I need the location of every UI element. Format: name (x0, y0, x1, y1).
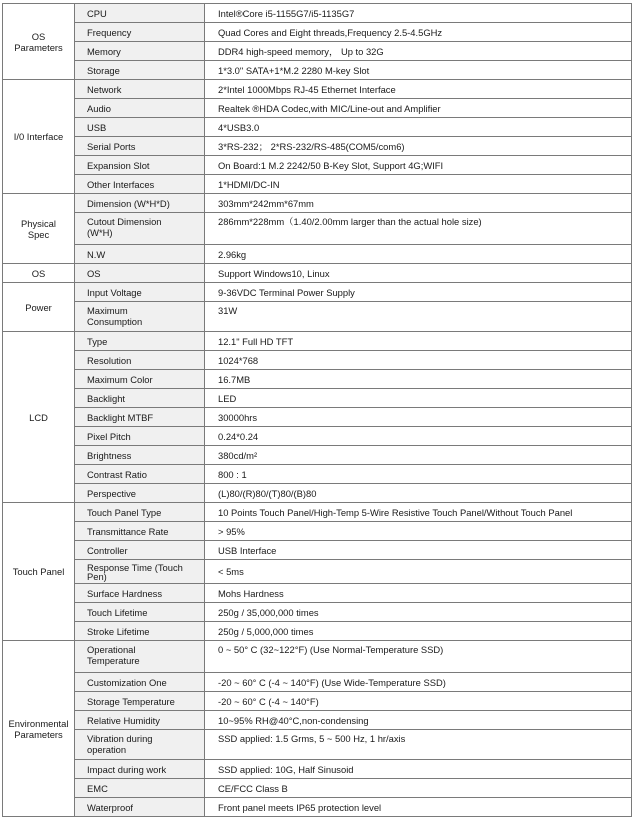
row-label: Dimension (W*H*D) (75, 194, 205, 213)
row-value: 800 : 1 (205, 465, 632, 484)
row-label: Impact during work (75, 760, 205, 779)
row-value: 3*RS-232； 2*RS-232/RS-485(COM5/com6) (205, 137, 632, 156)
row-value: SSD applied: 1.5 Grms, 5 ~ 500 Hz, 1 hr/axis (205, 730, 632, 760)
group-label: Power (25, 301, 52, 313)
row-label: Storage Temperature (75, 692, 205, 711)
row-value: 31W (205, 302, 632, 332)
spec-row-transmittance-rate (3, 522, 632, 541)
spec-row-controller (3, 541, 632, 560)
row-value: 0 ~ 50° C (32~122°F) (Use Normal-Temperature SSD) (205, 641, 632, 673)
row-label: Contrast Ratio (75, 465, 205, 484)
row-value: Intel®Core i5-1155G7/i5-1135G7 (205, 4, 632, 23)
group-physical-spec (3, 194, 75, 264)
spec-row-emc (3, 779, 632, 798)
spec-row-storage (3, 61, 632, 80)
row-value: 303mm*242mm*67mm (205, 194, 632, 213)
row-label: Customization One (75, 673, 205, 692)
spec-row-backlight-mtbf (3, 408, 632, 427)
row-label: Cutout Dimension (W*H) (75, 213, 205, 245)
spec-row-operational-temperature (3, 641, 632, 673)
group-label: LCD (29, 411, 48, 423)
row-label: Operational Temperature (75, 641, 205, 673)
row-label: Response Time (Touch Pen) (75, 560, 205, 584)
row-label: Waterproof (75, 798, 205, 817)
row-label: Input Voltage (75, 283, 205, 302)
row-label: Stroke Lifetime (75, 622, 205, 641)
spec-row-touch-panel-type (3, 503, 632, 522)
spec-row-vibration (3, 730, 632, 760)
row-value: Support Windows10, Linux (205, 264, 632, 283)
group-label: Touch Panel (12, 566, 65, 577)
row-label: Type (75, 332, 205, 351)
row-value: < 5ms (205, 560, 632, 584)
spec-row-memory (3, 42, 632, 61)
row-label: Memory (75, 42, 205, 61)
row-value: 1024*768 (205, 351, 632, 370)
row-label: Storage (75, 61, 205, 80)
row-label: EMC (75, 779, 205, 798)
row-label: Brightness (75, 446, 205, 465)
spec-row-usb (3, 118, 632, 137)
row-label: Touch Panel Type (75, 503, 205, 522)
spec-row-type (3, 332, 632, 351)
row-value: 250g / 5,000,000 times (205, 622, 632, 641)
spec-row-expansion-slot (3, 156, 632, 175)
row-value: On Board:1 M.2 2242/50 B-Key Slot, Support 4G;WIFI (205, 156, 632, 175)
spec-row-backlight (3, 389, 632, 408)
row-value: 1*HDMI/DC-IN (205, 175, 632, 194)
spec-row-pixel-pitch (3, 427, 632, 446)
spec-row-contrast-ratio (3, 465, 632, 484)
row-label: Backlight MTBF (75, 408, 205, 427)
spec-row-resolution (3, 351, 632, 370)
row-value: 0.24*0.24 (205, 427, 632, 446)
row-value: 10~95% RH@40°C,non-condensing (205, 711, 632, 730)
spec-row-surface-hardness (3, 584, 632, 603)
group-power (3, 283, 75, 332)
spec-row-input-voltage (3, 283, 632, 302)
row-value: 12.1" Full HD TFT (205, 332, 632, 351)
group-touch-panel (3, 503, 75, 641)
group-lcd (3, 332, 75, 503)
spec-row-os (3, 264, 632, 283)
row-value: Realtek ®HDA Codec,with MIC/Line-out and Amplifier (205, 99, 632, 118)
row-label: Serial Ports (75, 137, 205, 156)
row-label: Vibration during operation (75, 730, 205, 760)
row-value: LED (205, 389, 632, 408)
row-value: 10 Points Touch Panel/High-Temp 5-Wire Resistive Touch Panel/Without Touch Panel (205, 503, 632, 522)
row-label: Perspective (75, 484, 205, 503)
spec-row-cutout-dimension (3, 213, 632, 245)
group-label: Physical Spec (21, 217, 56, 240)
row-value: -20 ~ 60° C (-4 ~ 140°F) (Use Wide-Temperature SSD) (205, 673, 632, 692)
row-label: Backlight (75, 389, 205, 408)
spec-row-storage-temperature (3, 692, 632, 711)
row-value: > 95% (205, 522, 632, 541)
spec-row-serial-ports (3, 137, 632, 156)
row-label: Network (75, 80, 205, 99)
spec-row-frequency (3, 23, 632, 42)
row-value: 380cd/m² (205, 446, 632, 465)
row-value: 250g / 35,000,000 times (205, 603, 632, 622)
row-label: Resolution (75, 351, 205, 370)
row-label: OS (75, 264, 205, 283)
spec-row-touch-lifetime (3, 603, 632, 622)
row-label: Touch Lifetime (75, 603, 205, 622)
spec-row-customization-one (3, 673, 632, 692)
row-value: SSD applied: 10G, Half Sinusoid (205, 760, 632, 779)
row-label: Maximum Color (75, 370, 205, 389)
spec-row-impact (3, 760, 632, 779)
spec-row-audio (3, 99, 632, 118)
row-label: N.W (75, 245, 205, 264)
row-label: Maximum Consumption (75, 302, 205, 332)
row-label: Expansion Slot (75, 156, 205, 175)
row-value: Mohs Hardness (205, 584, 632, 603)
row-value: 2.96kg (205, 245, 632, 264)
row-label: Surface Hardness (75, 584, 205, 603)
row-value: Front panel meets IP65 protection level (205, 798, 632, 817)
row-label: Other Interfaces (75, 175, 205, 194)
spec-row-nw (3, 245, 632, 264)
spec-row-relative-humidity (3, 711, 632, 730)
spec-row-waterproof (3, 798, 632, 817)
spec-row-cpu (3, 4, 632, 23)
row-value: -20 ~ 60° C (-4 ~ 140°F) (205, 692, 632, 711)
row-value: 30000hrs (205, 408, 632, 427)
row-label: Audio (75, 99, 205, 118)
row-label: Frequency (75, 23, 205, 42)
spec-row-max-color (3, 370, 632, 389)
row-value: 2*Intel 1000Mbps RJ-45 Ethernet Interface (205, 80, 632, 99)
group-os (3, 264, 75, 283)
row-value: 4*USB3.0 (205, 118, 632, 137)
row-label: Pixel Pitch (75, 427, 205, 446)
group-label: I/0 Interface (13, 131, 64, 142)
spec-row-response-time (3, 560, 632, 584)
spec-row-network (3, 80, 632, 99)
row-value: 16.7MB (205, 370, 632, 389)
row-value: DDR4 high-speed memory， Up to 32G (205, 42, 632, 61)
group-label: Environmental Parameters (8, 717, 69, 740)
row-value: CE/FCC Class B (205, 779, 632, 798)
row-value: (L)80/(R)80/(T)80/(B)80 (205, 484, 632, 503)
row-label: Controller (75, 541, 205, 560)
row-value: 1*3.0" SATA+1*M.2 2280 M-key Slot (205, 61, 632, 80)
row-label: CPU (75, 4, 205, 23)
spec-row-other-interfaces (3, 175, 632, 194)
spec-row-brightness (3, 446, 632, 465)
row-value: Quad Cores and Eight threads,Frequency 2.5-4.5GHz (205, 23, 632, 42)
row-value: 9-36VDC Terminal Power Supply (205, 283, 632, 302)
group-os-parameters (3, 4, 75, 80)
row-value: USB Interface (205, 541, 632, 560)
row-label: Transmittance Rate (75, 522, 205, 541)
row-label: Relative Humidity (75, 711, 205, 730)
row-value: 286mm*228mm（1.40/2.00mm larger than the actual hole size) (205, 213, 632, 245)
spec-table (2, 3, 632, 817)
spec-row-dimension (3, 194, 632, 213)
group-environmental-parameters (3, 641, 75, 817)
spec-row-max-consumption (3, 302, 632, 332)
group-label: OS Parameters (14, 30, 63, 53)
group-label: OS (31, 267, 46, 279)
spec-row-perspective (3, 484, 632, 503)
row-label: USB (75, 118, 205, 137)
spec-row-stroke-lifetime (3, 622, 632, 641)
group-io-interface (3, 80, 75, 194)
